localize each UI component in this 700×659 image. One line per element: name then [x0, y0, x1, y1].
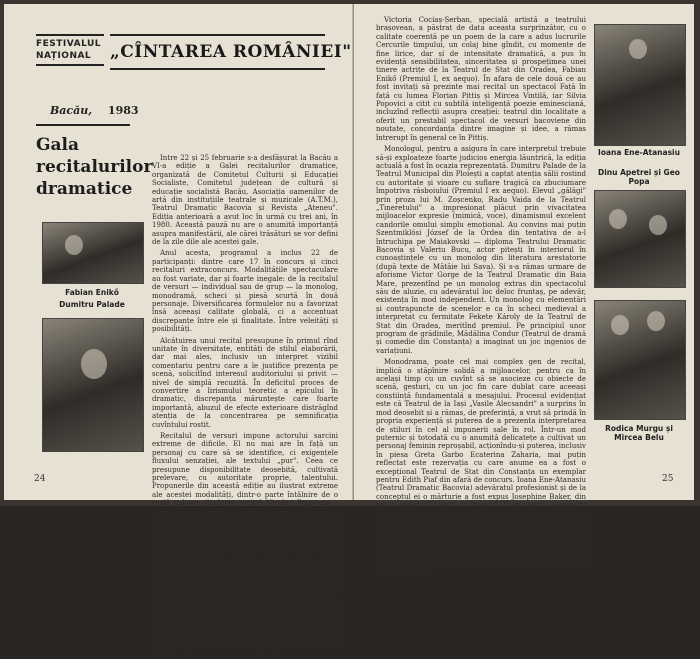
photo-figure — [629, 39, 647, 59]
photo-ioana-ene-atanasiu — [594, 24, 686, 146]
paragraph: Monologul, pentru a asigura în care interpretul trebuie să-și exploateze foarte judicios energia lăuntrică, la ediția actuală a fost în ocazia reprezentată. Dumitru Palade de la Teatrul Municipal din Ploiești a captat atenția sălii rostind cu autoritate și vioare cu suflare tragică ca zbuciumare împotriva răsboiului (Premiul I ex aequo). Elevul „gălăgi" prin proza lui M. Zoșcenko, Radu Vaida de la Teatrul „Tineretului" a impresionat plăcut prin vivacitatea mijloacelor expresie (mimică, voce), dinamismul excelent candorile omului simplu emoțional. Au convins mai puțin Szentmiklósi József de la Ordea din tentativa de a-l întruchipa pe Maiakovski — diploma Teatrului Dramatic Bacovia și Valeriu Bucu, actor pitești în interiorul în cunoaștințele cu un monolog din literatura arestatorie (după texte de Mătăie lui Sava). Și s-a rămas urmare de aforisme Victor Gorge de la Teatrul Dramatic din Baia Mare, prezentînd pe un monolog extras din spectacolul său de aluzie, cu adevăratul loc deloc fruntaș, pe adevăr, existența în mod independent. Un monolog cu elementări și contrapuncte de scenelor e ca în scheci medieval a interpretat cu fermitate Fekete Károly de la Teatrul de Stat din Oradea, meritînd premiul. Pe principiul unor program de grădinile, Mădălina Condur (Teatrul de dramă și comedie din Constanța) a imaginat un joc ingenios de variațiuni. — [376, 145, 586, 355]
article-location — [50, 104, 139, 117]
paragraph: Alcătuirea unui recital presupune în primul rînd unitate în diversitate, entități de stilul elaborării, dar mai ales, inclusiv un interpret vizibil comentariu pentru care a le justifice prezența pe scenă, solicitînd interesul auditoriului și privit — nivel de simplă recuzită. În deficitul proces de convertire a lirismului teoretic a epicului în dramatic, discrepanța mărunțește care foarte importantă, abuzul de efecte exterioare distrăgînd atenția de la concentrarea pe semnificația cuvîntului rostit. — [152, 336, 338, 429]
festival-label: FESTIVALUL NAȚIONAL — [36, 34, 104, 66]
page-number-right: 25 — [662, 474, 674, 484]
location-year: 1983 — [107, 104, 139, 117]
paragraph: Recitalul de versuri impune actorului sarcini extreme de dificile. El nu mai are în față un personaj cu care să se identifice, ci exigențele fluxului senzației, ale textului „pur". Ceea ce presupune disponibilitate deosebită, cultivată prelevare, cu autoritate proprie, talentului. Propunerile din această ediție au ilustrat extreme ale acestei modalități, dintr-o parte întâlnire de o reală valoare (inclusiv recital Nicolae Paparozo a încercat un spectacol-poem În memoriam Emil Botta, dar prolixitatea ambianței scenografice îl mai ales o anume incompatibilitate a actorului cu poezia au limitat impresia) apreciate acel merituoși maiestate (concentrat de subtili eficient premiat Diploma Botta) Mircea Belu și Irene Flammandatiliea au intrat în concurs cu un recital le interferență poeziei cu dansul pentru contribuție extraordinară, baletul Rodica Murgu și Francisc Valkay au primit o Diplomă a juriului, pentru insolit, spectaculoasă prin o Diploma revistei Ateneu. Actorul timișorean Mircea Belu a lăsat ideea de a participa cu un recital hors-concours, o ipostază artistică, selectie din lirica contemporană. Muzical doar pe un cîntecul regretat vocal, Elena Tuțulan de la Teatrul Victor Ion Popa din Bîrlad a declamat între interpretare de lirismul, Rică, fante de Obor și Mitrița. — [152, 432, 338, 659]
photo-figure — [611, 315, 629, 335]
photo-fabian-eniko — [42, 222, 144, 284]
festival-title: „CÎNTAREA ROMÂNIEI" — [110, 34, 325, 70]
photo-figure — [65, 235, 83, 255]
photo-caption-4: Dinu Apetrei și Geo Popa — [598, 168, 680, 186]
photo-dinu-apetrei-geo-popa — [594, 190, 686, 288]
photo-dumitru-palade — [42, 318, 144, 452]
photo-caption-3: Ioana Ene-Atanasiu — [598, 148, 680, 157]
photo-rodica-murgu-mircea-belu — [594, 300, 686, 420]
paragraph: Anul acesta, programul a inclus 22 de participanți: dintre care 17 în concurs și cinci recitaluri extraconcurs. Modalitățile spectaculare au fost variate, dar și foarte inegale: de la recitalul de versuri — individual sau de grup — la monolog, monodramă, scheci și piesă scurtă în două personaje. Diversificarea formulelor nu a favorizat însă aceeași calitate globală, ci a accentuat discrepanțe între ele și finalitate. Între veleități și posibilități. — [152, 249, 338, 334]
paragraph: Monodrama, poate cel mai complex gen de recital, implică o stăpînire solidă a mijloacelor, pentru ca în același timp cu un cuvînt să se asocieze cu obiecte de scenă, gesturi, cu un joc fin care dublat care aceeași conștiință fundamentală a mesajului. Procesul evidențiat este că Teatrul de la Iași „Vasile Alecsandri" a surprins în mod deosebit și a rămas, de preferință, a vrut să prindă în propria experiență și puterea de a prezenta interpretarea de stiluri în cel al impunerii sale în rol. Într-un mod puternic și totodată cu o anumită delicatețe a cultivat un personaj feminin reproșabil, acționîndu-și puterea, inclusiv în piesa Greta Garbo Ecaterina Zaharia, mai puțin reflectat este rezervația cu care anume ea a fost o excepțional Teatrul de Stat din Constanța un exemplar pentru Edith Piaf din afară de concurs. Ioana Ene-Atanasiu (Teatrul Dramatic Bacovia) adevăratul profesionist și de la conceptul ei o mărturie a fost expus Josephine Baker, din nou a arătat cît anunța în Premiul III, ex aequo. Alexandru Trică (Teatrul „Victor Ion Popa" din Bîrlad) nu a întrunit sufragiile juriului, deși spectacolul său „Ne tace" după Trifoiu și Aldo Nicolaj merită o mențiune prin modul cu care a împletit sobrul, volupta a exercițiului pentru prezentarea unei personalități. În toate tranzacțiile, Dinu Apetrei și Geo Popa au fost în preocupare și au un reprezentant al publicului care merită toată atenția spectatorului. — [376, 358, 586, 577]
photo-caption-1: Fabian Enikő — [65, 288, 119, 297]
page-number-left: 24 — [34, 474, 46, 484]
paragraph: Intre 22 și 25 februarie s-a desfășurat la Bacău a VI-a ediție a Galei recitalurilor dramatice, organizată de Comitetul Culturii și Educației Socialiste, Comitetul județean de cultură și educație socialistă Bacău, Asociația oamenilor de artă din instituțiile teatrale și muzicale (A.T.M.), Teatrul Dramatic Bacovia și Revista „Ateneu". Ediția anterioară a avut loc în urmă cu trei ani, în 1980. Această pauză nu are o anumită importanță asupra manifestării, ale cărei trăsături se vor defini de la zile dile ale acestei gale. — [152, 154, 338, 247]
left-page — [4, 4, 353, 659]
article-headline: Gala recitalurilor dramatice — [36, 135, 153, 199]
photo-figure — [609, 209, 627, 229]
right-page — [354, 4, 694, 577]
photo-figure — [81, 349, 107, 379]
left-article-column — [152, 154, 338, 659]
headline-rule — [36, 124, 130, 126]
photo-figure — [647, 311, 665, 331]
right-article-column — [376, 16, 586, 577]
location-city: Bacău, — [50, 104, 93, 117]
photo-caption-5: Rodica Murgu și Mircea Belu — [605, 424, 673, 442]
photo-caption-2: Dumitru Palade — [59, 300, 125, 309]
paragraph: Victoria Cociaș-Șerban, specială artistă a teatrului brașovean, a păstrat de data aceasta surprinzător, cu o calitate coerentă pe un poem de la care a adus lucrurile Cercurile timpului, un colaj bine gîndit, cu momente de fine lirice, dar și de intensitate dramatică, a pus în evidență sensibilitatea, sinceritatea și prospețimea unei tinere actrițe de la Teatrul de Stat din Oradea, Fabian Enikő (Premiul I, ex aequo). În afara de cele două ce au fost invitați să prezinte mai recital un spectacol Față în față cu lumea Florian Pittiș și Mircea Vintilă, iar Silvia Popovici a citit cu subtilă inteligență poezie eminesciană, incluzînd reflecții asupra creației: teatrul din localitate a oferit un prestabil spectacol de versuri bacoviene din noutate, concordanța dintre imagine și idee, a rămas întrerupt în general ce în Pittiș. — [376, 16, 586, 142]
photo-figure — [649, 215, 667, 235]
